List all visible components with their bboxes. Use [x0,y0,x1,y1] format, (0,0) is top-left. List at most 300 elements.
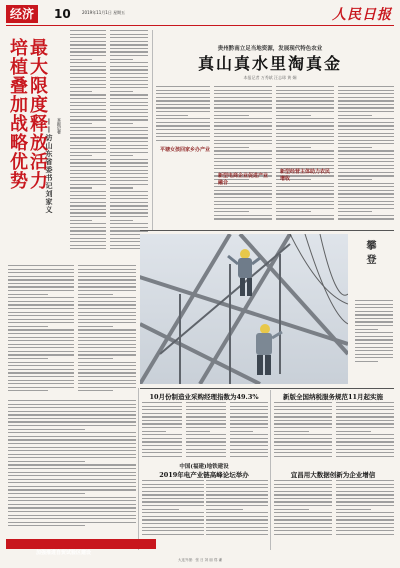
text-line [70,216,106,217]
text-line [110,145,148,146]
text-line [276,190,334,191]
feature-photo [140,234,348,384]
text-line [186,431,210,432]
text-line [8,493,85,494]
text-line [276,215,334,216]
text-line [338,161,394,162]
text-line [274,402,332,403]
text-line [214,215,272,216]
text-line [336,438,394,439]
text-line [78,358,113,359]
text-line [142,519,204,520]
text-line [230,420,268,421]
text-line [338,86,394,87]
text-line [142,484,204,485]
text-line [78,380,136,381]
text-line [274,456,332,457]
text-line [110,73,148,74]
text-line [78,269,136,270]
text-line [156,118,210,119]
text-line [186,441,226,442]
text-line [8,400,136,401]
text-line [214,140,272,141]
feature-subhead-b: 新型电商企业促进产业融合 [218,173,269,186]
text-line [8,432,136,433]
text-line [336,452,394,453]
forum-text-col-2 [206,480,268,537]
text-line [70,84,106,85]
feature-subhead-a: 平塘女孩回家乡办产业 [160,147,211,153]
headline-yichang: 宜昌用大数据创新为企业增信 [290,471,376,479]
text-line [338,143,394,144]
text-line [276,100,334,101]
text-line [336,413,394,414]
text-line [355,339,393,340]
text-line [8,294,48,295]
text-line [78,301,136,302]
text-line [8,425,136,426]
text-line [274,527,332,528]
text-line [78,351,136,352]
text-line [110,177,148,178]
text-line [70,170,106,171]
text-line [214,204,272,205]
text-line [8,436,136,437]
yichang-text-col-1 [274,480,332,537]
text-line [338,122,394,123]
text-line [336,409,394,410]
text-line [338,165,394,166]
text-line [8,333,74,334]
text-line [186,406,226,407]
text-line [110,173,148,174]
text-line [70,191,106,192]
text-line [8,421,136,422]
text-line [230,413,268,414]
text-line [78,365,136,366]
text-line [214,118,272,119]
text-line [355,354,393,355]
text-line [276,93,334,94]
text-line [8,443,136,444]
text-line [110,37,148,38]
text-line [78,319,136,320]
text-line [214,100,272,101]
text-line [8,290,74,291]
text-line [70,87,106,88]
text-line [336,431,371,432]
text-line [8,489,136,490]
text-line [70,205,106,206]
text-line [70,59,92,60]
text-line [70,152,106,153]
text-line [186,449,226,450]
column-divider [152,30,153,230]
text-line [8,407,136,408]
text-line [274,441,332,442]
text-line [110,195,148,196]
section-label: 经济 [6,5,38,23]
text-line [274,487,332,488]
pmi-text-col-1 [142,402,182,459]
text-line [78,344,136,345]
section-divider [140,388,394,389]
text-line [214,147,249,148]
text-line [110,180,148,181]
text-line [142,434,182,435]
text-line [70,212,106,213]
issue-date: 2019年11月1日 星期五 [82,10,126,15]
text-line [214,211,249,212]
text-line [142,420,182,421]
text-line [336,516,394,517]
bottom-banner [6,539,156,556]
text-line [214,107,272,108]
text-line [276,90,334,91]
text-line [274,505,332,506]
text-line [276,208,334,209]
text-line [206,519,268,520]
text-line [8,475,136,476]
text-line [78,276,136,277]
text-line [186,445,226,446]
text-line [70,48,106,49]
text-line [206,491,268,492]
text-line [70,198,106,199]
section-divider [140,230,394,231]
text-line [78,340,136,341]
text-line [142,509,179,510]
text-line [8,439,136,440]
text-line [230,402,268,403]
text-line [8,518,136,519]
text-line [8,461,85,462]
text-line [230,431,253,432]
text-line [142,438,182,439]
text-line [110,116,148,117]
text-line [214,86,272,87]
text-line [78,333,136,334]
text-line [274,519,332,520]
text-line [214,93,272,94]
text-line [70,34,106,35]
text-line [336,406,394,407]
text-line [355,361,378,362]
text-line [156,129,210,130]
text-line [276,197,334,198]
text-line [8,347,74,348]
text-line [110,152,148,153]
text-line [206,480,268,481]
text-line [230,449,268,450]
text-line [338,125,394,126]
text-line [336,509,371,510]
text-line [276,150,334,151]
text-line [156,97,210,98]
text-line [110,30,148,31]
text-line [8,504,136,505]
text-line [336,423,394,424]
text-line [110,184,148,185]
text-line [274,406,332,407]
text-line [214,201,272,202]
feature-text-col-4 [338,86,394,222]
text-line [274,449,332,450]
text-line [142,501,204,502]
text-line [186,423,226,424]
text-line [8,472,136,473]
text-line [8,344,74,345]
text-line [274,445,332,446]
text-line [70,184,106,185]
text-line [70,141,106,142]
text-line [338,186,394,187]
text-line [110,51,148,52]
text-line [206,534,268,535]
text-line [336,456,394,457]
text-line [142,423,182,424]
text-line [78,337,136,338]
text-line [214,208,272,209]
text-line [336,484,394,485]
text-line [276,193,334,194]
text-line [70,41,106,42]
text-line [276,218,334,219]
text-line [276,86,334,87]
text-line [8,315,74,316]
text-line [336,530,394,531]
text-line [355,300,393,301]
lead-text-col-3 [8,265,74,394]
text-line [230,416,268,417]
text-line [8,286,74,287]
text-line [8,507,136,508]
text-line [70,166,106,167]
text-line [338,140,394,141]
feature-headline: 真山真水里淘真金 [197,54,342,73]
text-line [156,93,210,94]
text-line [78,372,136,373]
text-line [8,390,48,391]
text-line [70,30,106,31]
text-line [70,155,92,156]
text-line [338,93,394,94]
text-line [8,411,136,412]
text-line [276,97,334,98]
pmi-text-col-3 [230,402,268,459]
text-line [206,505,268,506]
text-line [110,109,148,110]
text-line [110,162,148,163]
text-line [78,376,136,377]
text-line [230,423,268,424]
text-line [214,136,272,137]
text-line [110,112,148,113]
text-line [186,409,226,410]
text-line [8,337,74,338]
text-line [8,326,48,327]
yichang-text-col-2 [336,480,394,537]
text-line [70,159,106,160]
text-line [142,534,204,535]
text-line [274,498,332,499]
text-line [336,420,394,421]
text-line [156,90,210,91]
text-line [8,365,74,366]
text-line [355,329,378,330]
text-line [110,59,133,60]
text-line [70,195,106,196]
text-line [8,464,136,465]
text-line [274,509,309,510]
text-line [336,480,394,481]
masthead: 人民日报 [332,7,392,23]
text-line [70,238,106,239]
text-line [70,162,106,163]
text-line [70,209,106,210]
text-line [110,66,148,67]
text-line [8,387,74,388]
text-line [156,104,210,105]
pmi-text-col-2 [186,402,226,459]
text-line [214,133,272,134]
text-line [276,140,334,141]
text-line [355,347,393,348]
text-line [78,315,136,316]
text-line [274,530,332,531]
page-header [6,4,394,26]
text-line [355,314,393,315]
text-line [336,527,394,528]
text-line [70,51,106,52]
text-line [338,172,394,173]
text-line [78,304,136,305]
text-line [214,186,272,187]
text-line [214,168,272,169]
feature-subhead-c: 新型经营主体助力农民增收 [280,169,331,182]
text-line [110,123,133,124]
text-line [338,204,394,205]
text-line [336,427,394,428]
tower-photo [140,234,348,384]
text-line [206,487,268,488]
text-line [338,211,372,212]
text-line [336,494,394,495]
text-line [70,245,106,246]
text-line [70,119,106,120]
text-line [70,123,92,124]
text-line [276,104,334,105]
text-line [70,66,106,67]
text-line [110,166,148,167]
text-line [8,297,74,298]
text-line [336,519,394,520]
feature-kicker: 贵州黔南立足当地资源，发展现代特色农业 [217,46,323,52]
text-line [338,104,394,105]
text-line [214,129,272,130]
text-line [78,283,136,284]
text-line [336,512,394,513]
lead-text-col-2 [110,30,148,252]
tax-text-col-2 [336,402,394,459]
text-line [8,522,136,523]
text-line [110,91,133,92]
text-line [214,97,272,98]
text-line [78,322,136,323]
text-line [355,350,393,351]
headline-fujian: 中国(福建)地铁建设 [179,464,229,470]
text-line [110,170,148,171]
text-line [8,383,74,384]
text-line [110,84,148,85]
text-line [156,100,210,101]
text-line [110,119,148,120]
text-line [355,357,393,358]
text-line [142,480,204,481]
text-line [70,202,106,203]
text-line [142,416,182,417]
text-line [338,193,394,194]
page-number: 10 [54,7,71,21]
text-line [8,468,136,469]
feature-byline: 本报记者 万秀斌 汪志球 黄 娴 [243,75,297,80]
text-line [214,161,272,162]
text-line [8,497,136,498]
text-line [214,197,272,198]
text-line [338,147,372,148]
text-line [214,154,272,155]
text-line [8,404,136,405]
text-line [156,86,210,87]
text-line [70,177,106,178]
text-line [276,107,334,108]
text-line [8,358,48,359]
text-line [230,434,268,435]
text-line [110,44,148,45]
text-line [8,329,74,330]
text-line [8,351,74,352]
column-divider [270,390,271,550]
text-line [336,498,394,499]
text-line [336,449,394,450]
text-line [110,98,148,99]
text-line [206,512,268,513]
text-line [206,530,268,531]
headline-forum: 2019年电产业链高峰论坛举办 [159,471,249,479]
text-line [142,523,204,524]
column-divider [138,388,139,550]
text-line [276,122,334,123]
text-line [142,494,204,495]
text-line [338,136,394,137]
photo-caption [355,300,393,364]
text-line [186,456,226,457]
text-line [110,77,148,78]
text-line [78,272,136,273]
text-line [70,173,106,174]
text-line [78,387,136,388]
photo-tag: 攀登 [364,240,375,268]
text-line [206,527,268,528]
text-line [110,223,148,224]
text-line [206,516,268,517]
text-line [110,205,148,206]
text-line [70,44,106,45]
text-line [156,140,210,141]
text-line [276,211,311,212]
text-line [8,369,74,370]
text-line [230,438,268,439]
